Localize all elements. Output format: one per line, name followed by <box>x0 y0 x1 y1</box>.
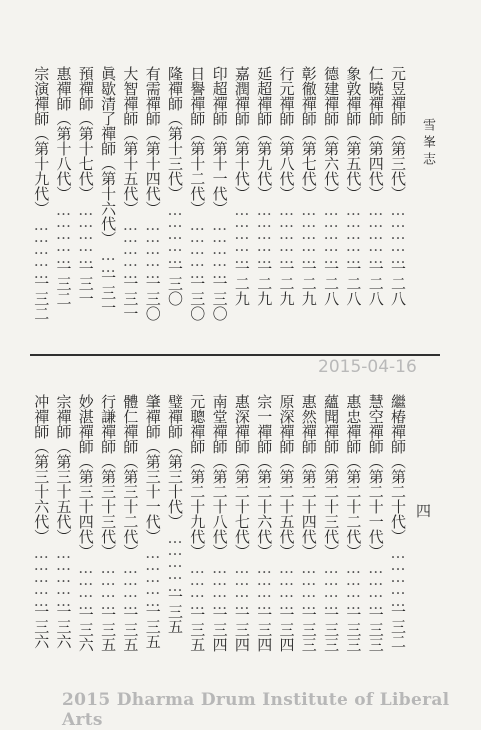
toc-entry-page: 一三〇 <box>210 276 229 321</box>
toc-entry-title: 嘉潤禪師（第十代） <box>232 66 251 201</box>
toc-entry <box>145 394 161 666</box>
toc-entry <box>189 66 205 344</box>
toc-leader-dots: ………… <box>322 559 341 607</box>
toc-entry-title: 象敦禪師（第五代） <box>344 66 363 201</box>
toc-entry-title: 隆禪師（第十三代） <box>166 66 184 201</box>
toc-entry-page: 一三〇 <box>166 261 184 306</box>
toc-entry-title: 原深禪師（第二十五代） <box>277 394 296 559</box>
toc-entry <box>345 394 361 666</box>
toc-entry <box>33 394 49 666</box>
toc-entry <box>279 66 295 344</box>
toc-entry-title: 妙湛禪師（第三十四代） <box>76 394 95 559</box>
toc-entry-page: 一三三 <box>344 607 363 652</box>
toc-leader-dots: …………… <box>76 201 95 261</box>
toc-leader-dots: …………… <box>299 201 318 261</box>
toc-entry-page: 一三〇 <box>188 276 207 321</box>
toc-leader-dots: ………… <box>210 559 229 607</box>
toc-entry-page: 一三四 <box>210 607 229 652</box>
toc-entry <box>145 66 161 344</box>
toc-leader-dots: …………… <box>322 201 341 261</box>
toc-entry-page: 一三六 <box>32 604 51 649</box>
toc-entry-title: 預禪師（第十七代） <box>76 66 95 201</box>
toc-entry-page: 一三六 <box>76 607 95 652</box>
toc-leader-dots: …………… <box>32 544 51 604</box>
toc-entry <box>78 66 94 344</box>
toc-entry-title: 慧空禪師（第二十一代） <box>366 394 385 559</box>
toc-leader-dots: …… <box>99 246 118 270</box>
toc-entry <box>167 66 183 344</box>
watermark: 2015 Dharma Drum Institute of Liberal Arts <box>62 690 450 730</box>
toc-entry-title: 德建禪師（第六代） <box>322 66 341 201</box>
toc-entry <box>212 66 228 344</box>
toc-entry-title: 南堂禪師（第二十八代） <box>210 394 229 559</box>
toc-entry-page: 一三一 <box>99 270 118 315</box>
toc-entry-title: 惠忠禪師（第二十二代） <box>344 394 363 559</box>
toc-entry-title: 彰徹禪師（第七代） <box>299 66 318 201</box>
toc-entry <box>212 394 228 666</box>
toc-entry <box>167 394 183 666</box>
toc-entry-title: 印超禪師（第十一代） <box>210 66 229 216</box>
toc-entry-page: 一三一 <box>76 261 95 306</box>
toc-entry <box>345 66 361 344</box>
toc-entry-page: 一三三 <box>322 607 341 652</box>
page-number: 四 <box>416 502 432 520</box>
toc-leader-dots: …………… <box>143 216 162 276</box>
toc-entry <box>234 394 250 666</box>
toc-entry-page: 一三〇 <box>143 276 162 321</box>
toc-entry-title: 宗一禪師（第二十六代） <box>255 394 274 559</box>
toc-entry <box>56 394 72 666</box>
toc-entry <box>189 394 205 666</box>
toc-entry-page: 一三四 <box>277 607 296 652</box>
toc-entry-title: 璧禪師（第三十代） <box>166 394 184 529</box>
toc-entry-page: 一二八 <box>366 261 385 306</box>
toc-entry-title: 大智禪師（第十五代） <box>121 66 140 216</box>
toc-leader-dots: …………… <box>389 544 407 604</box>
toc-leader-dots: …………… <box>389 201 407 261</box>
toc-entry <box>100 394 116 666</box>
toc-entry <box>323 66 339 344</box>
toc-entry-page: 一二八 <box>344 261 363 306</box>
toc-entry <box>390 66 406 344</box>
toc-entry-page: 一三五 <box>143 604 162 649</box>
toc-leader-dots: ………… <box>255 559 274 607</box>
toc-entry-title: 肇禪師（第三十一代） <box>143 394 162 544</box>
toc-entry-page: 一三三 <box>299 607 318 652</box>
toc-entry-page: 一三二 <box>54 261 73 306</box>
toc-entry-title: 眞歇清了禪師（第十六代） <box>99 66 118 246</box>
toc-leader-dots: ………… <box>277 559 296 607</box>
toc-leader-dots: …………… <box>143 544 162 604</box>
toc-entry <box>279 394 295 666</box>
toc-entry <box>33 66 49 344</box>
toc-leader-dots: …………… <box>366 201 385 261</box>
toc-entry-page: 一三五 <box>188 607 207 652</box>
toc-leader-dots: …………… <box>121 216 140 276</box>
toc-entry-title: 宗禪師（第三十五代） <box>54 394 73 544</box>
toc-leader-dots: ………… <box>366 559 385 607</box>
toc-entry-title: 惠禪師（第十八代） <box>54 66 73 201</box>
toc-entry <box>56 66 72 344</box>
toc-entry <box>323 394 339 666</box>
toc-entry <box>390 394 406 666</box>
toc-leader-dots: …………… <box>166 201 184 261</box>
toc-entry-page: 一三六 <box>54 604 73 649</box>
toc-entry-title: 惠深禪師（第二十七代） <box>232 394 251 559</box>
toc-entry-page: 一三一 <box>121 276 140 321</box>
toc-entry <box>301 394 317 666</box>
running-head: 雪峯志 <box>420 118 435 169</box>
toc-entry-page: 一二九 <box>299 261 318 306</box>
toc-leader-dots: …………… <box>232 201 251 261</box>
toc-leader-dots: …………… <box>54 201 73 261</box>
toc-entry-page: 一三三 <box>366 607 385 652</box>
toc-entry-page: 一二九 <box>277 261 296 306</box>
toc-entry-page: 一二九 <box>232 261 251 306</box>
toc-leader-dots: …………… <box>188 216 207 276</box>
toc-entry-title: 繼椿禪師（第二十代） <box>389 394 407 544</box>
toc-entry-title: 仁曉禪師（第四代） <box>366 66 385 201</box>
date-stamp: 2015-04-16 <box>318 357 417 377</box>
toc-entry <box>234 66 250 344</box>
toc-entry-title: 宗演禪師（第十九代） <box>32 66 51 216</box>
toc-leader-dots: …………… <box>166 529 184 589</box>
toc-leader-dots: ………… <box>76 559 95 607</box>
toc-leader-dots: …………… <box>255 201 274 261</box>
toc-entry <box>256 66 272 344</box>
toc-entry-page: 一三二 <box>32 276 51 321</box>
toc-leader-dots: ………… <box>121 559 140 607</box>
toc-entry-page: 一二八 <box>322 261 341 306</box>
toc-leader-dots: ………… <box>99 559 118 607</box>
toc-leader-dots: …………… <box>210 216 229 276</box>
toc-entry <box>368 66 384 344</box>
toc-entry-page: 一三四 <box>232 607 251 652</box>
toc-leader-dots: ………… <box>232 559 251 607</box>
toc-entry-page: 一二九 <box>255 261 274 306</box>
toc-entry <box>301 66 317 344</box>
toc-entry-page: 一三五 <box>121 607 140 652</box>
toc-leader-dots: …………… <box>344 201 363 261</box>
toc-leader-dots: …………… <box>54 544 73 604</box>
toc-entry <box>122 66 138 344</box>
toc-entry-page: 一三二 <box>389 604 407 649</box>
toc-entry-title: 行謙禪師（第三十三代） <box>99 394 118 559</box>
toc-entry-title: 冲禪師（第三十六代） <box>32 394 51 544</box>
toc-entry <box>78 394 94 666</box>
toc-leader-dots: …………… <box>277 201 296 261</box>
toc-entry-page: 一三五 <box>166 589 184 634</box>
toc-entry-title: 行元禪師（第八代） <box>277 66 296 201</box>
toc-entry-title: 元昱禪師（第三代） <box>389 66 407 201</box>
toc-entry <box>368 394 384 666</box>
section-divider <box>30 354 440 356</box>
toc-entry-title: 蘊聞禪師（第二十三代） <box>322 394 341 559</box>
toc-leader-dots: ………… <box>344 559 363 607</box>
toc-entry-title: 元聰禪師（第二十九代） <box>188 394 207 559</box>
toc-entry-title: 延超禪師（第九代） <box>255 66 274 201</box>
toc-entry <box>256 394 272 666</box>
toc-entry-page: 一三四 <box>255 607 274 652</box>
toc-leader-dots: …………… <box>32 216 51 276</box>
toc-entry-title: 日譽禪師（第十二代） <box>188 66 207 216</box>
toc-entry-title: 惠然禪師（第二十四代） <box>299 394 318 559</box>
toc-entry-title: 體仁禪師（第三十二代） <box>121 394 140 559</box>
toc-entry-page: 一三五 <box>99 607 118 652</box>
toc-entry-title: 有需禪師（第十四代） <box>143 66 162 216</box>
toc-leader-dots: ………… <box>299 559 318 607</box>
toc-entry <box>100 66 116 344</box>
toc-leader-dots: ………… <box>188 559 207 607</box>
toc-entry-page: 一二八 <box>389 261 407 306</box>
toc-entry <box>122 394 138 666</box>
